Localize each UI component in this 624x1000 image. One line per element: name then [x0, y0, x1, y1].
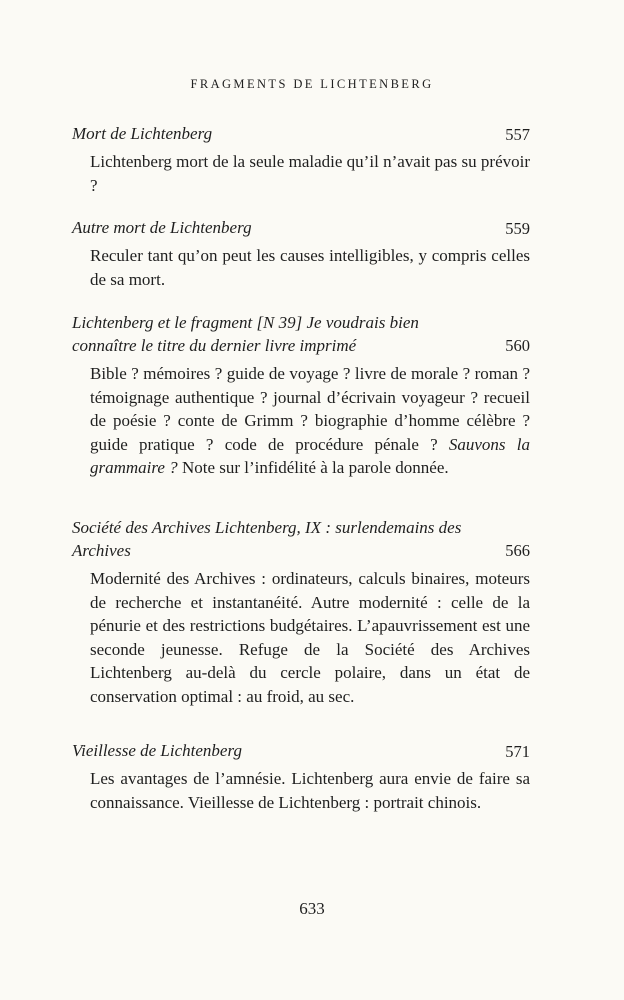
- entry-title: Vieillesse de Lichtenberg: [72, 741, 242, 760]
- toc-entry: [72, 216, 530, 291]
- entry-page-number: 557: [505, 125, 530, 144]
- entry-body-italic: Sauvons la grammaire ?: [90, 434, 530, 477]
- entry-page-number: 571: [505, 742, 530, 761]
- running-head: FRAGMENTS DE LICHTENBERG: [190, 77, 434, 91]
- entry-title: Lichtenberg et le fragment [N 39] Je voudrais bien connaître le titre du dernier livre imprimé: [72, 313, 419, 355]
- entry-body: Modernité des Archives : ordinateurs, calculs binaires, moteurs de recherche et instantanéité. Autre modernité : celle de la pénurie et des restrictions budgétaires. L’apauvrissement est une seconde jeunesse. Refuge de la Société des Archives Lichtenberg au-delà du cercle polaire, dans un état de conservation optimal : au froid, au sec.: [90, 569, 530, 706]
- entry-body: [90, 362, 530, 480]
- entry-page-number: 559: [505, 219, 530, 238]
- entry-body: Les avantages de l’amnésie. Lichtenberg aura envie de faire sa connaissance. Vieillesse de Lichtenberg : portrait chinois.: [90, 769, 530, 812]
- entry-body-text: Bible ? mémoires ? guide de voyage ? livre de morale ? roman ? témoignage authentique ? journal d’écrivain voyageur ? recueil de poésie ? conte de Grimm ? biographie d’homme célèbre ? guide pratique ? code de procédure pénale ?: [90, 364, 530, 454]
- entry-title: Autre mort de Lichtenberg: [72, 218, 252, 237]
- entry-title: Société des Archives Lichtenberg, IX : surlendemains des Archives: [72, 518, 462, 560]
- toc-entry: [72, 311, 530, 480]
- toc-entry: [72, 122, 530, 197]
- entry-page-number: 566: [505, 541, 530, 560]
- entry-body: Lichtenberg mort de la seule maladie qu’il n’avait pas su prévoir ?: [90, 152, 530, 195]
- entry-body: Reculer tant qu’on peut les causes intelligibles, y compris celles de sa mort.: [90, 246, 530, 289]
- toc-entry: [72, 739, 530, 814]
- entry-page-number: 560: [505, 336, 530, 355]
- entry-body-tail: Note sur l’infidélité à la parole donnée.: [181, 458, 449, 477]
- entry-title: Mort de Lichtenberg: [72, 124, 213, 143]
- toc-entry: [72, 516, 530, 708]
- page-number: 633: [299, 899, 325, 918]
